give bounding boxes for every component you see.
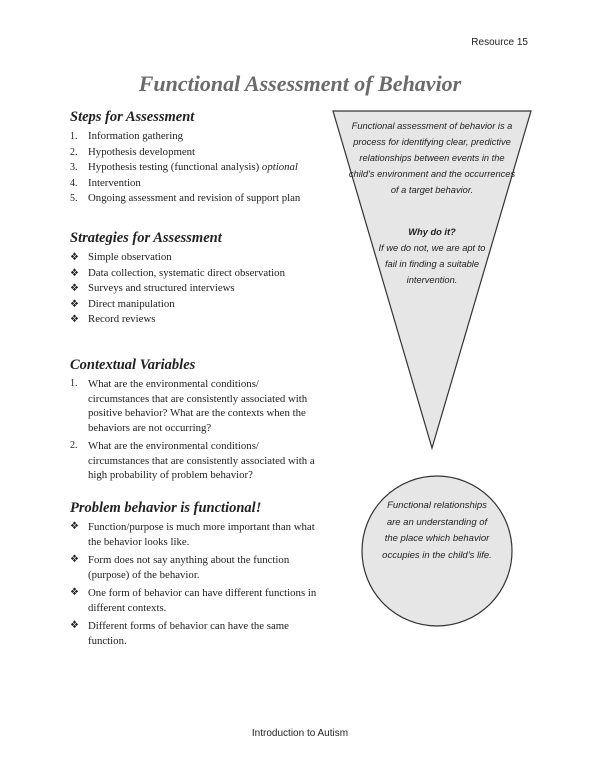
list-item: 5. Ongoing assessment and revision of support plan (70, 192, 301, 204)
list-item: ❖ One form of behavior can have different functions in different contexts. (70, 587, 317, 614)
contextual-heading: Contextual Variables (70, 357, 196, 373)
contextual-list (70, 377, 322, 483)
diamond-bullet-icon: ❖ (70, 314, 79, 325)
diamond-bullet-icon: ❖ (70, 587, 79, 598)
steps-heading: Steps for Assessment (70, 109, 195, 125)
list-item: 3. Hypothesis testing (functional analysis) optional (70, 161, 298, 173)
strategies-list (70, 250, 340, 328)
list-item: ❖ Form does not say anything about the function (purpose) of the behavior. (70, 554, 290, 581)
why-heading: Why do it? (408, 227, 456, 237)
diamond-bullet-icon: ❖ (70, 554, 79, 565)
list-item: ❖ Record reviews (70, 312, 340, 328)
problem-section (70, 500, 322, 652)
list-item: 2. Hypothesis development (70, 145, 196, 158)
page-footer: Introduction to Autism (251, 728, 349, 739)
contextual-section (70, 357, 322, 487)
diamond-bullet-icon: ❖ (70, 521, 79, 532)
list-item: ❖ Surveys and structured interviews (70, 281, 340, 297)
diamond-bullet-icon: ❖ (70, 252, 79, 263)
circle-text: Functional relationships are an understanding of the place which behavior occupies in the child’s life. (382, 500, 492, 561)
diamond-bullet-icon: ❖ (70, 620, 79, 631)
problem-list (70, 520, 322, 648)
list-item: 2. What are the environmental conditions/ circumstances that are consistently associated with a high probability of problem behavior? (70, 440, 315, 481)
strategies-heading: Strategies for Assessment (70, 230, 222, 246)
steps-section (70, 109, 340, 207)
steps-list (70, 129, 340, 207)
list-item: ❖ Simple observation (70, 250, 340, 266)
diamond-bullet-icon: ❖ (70, 283, 79, 294)
strategies-section (70, 230, 340, 328)
list-item: ❖ Different forms of behavior can have the same function. (70, 620, 289, 647)
list-item: ❖ Data collection, systematic direct observation (70, 266, 340, 282)
page-title: Functional Assessment of Behavior (138, 71, 462, 96)
triangle-why (372, 224, 492, 288)
triangle-definition: Functional assessment of behavior is a process for identifying clear, predictive relationships between events in the child’s environment and the occurrences of a target behavior. (348, 121, 516, 195)
why-text: If we do not, we are apt to fail in finding a suitable intervention. (378, 243, 486, 285)
list-item: 1. What are the environmental conditions/ circumstances that are consistently associated with positive behavior? What are the contexts when the behaviors are not occurring? (70, 378, 308, 434)
resource-label: Resource 15 (471, 37, 528, 48)
diamond-bullet-icon: ❖ (70, 267, 79, 279)
list-item: ❖ Direct manipulation (70, 297, 340, 313)
list-item: ❖ Function/purpose is much more important than what the behavior looks like. (70, 521, 315, 548)
problem-heading: Problem behavior is functional! (70, 500, 262, 516)
diamond-bullet-icon: ❖ (70, 298, 79, 310)
list-item: 4. Intervention (70, 176, 141, 189)
list-item: 1. Information gathering (70, 130, 184, 142)
